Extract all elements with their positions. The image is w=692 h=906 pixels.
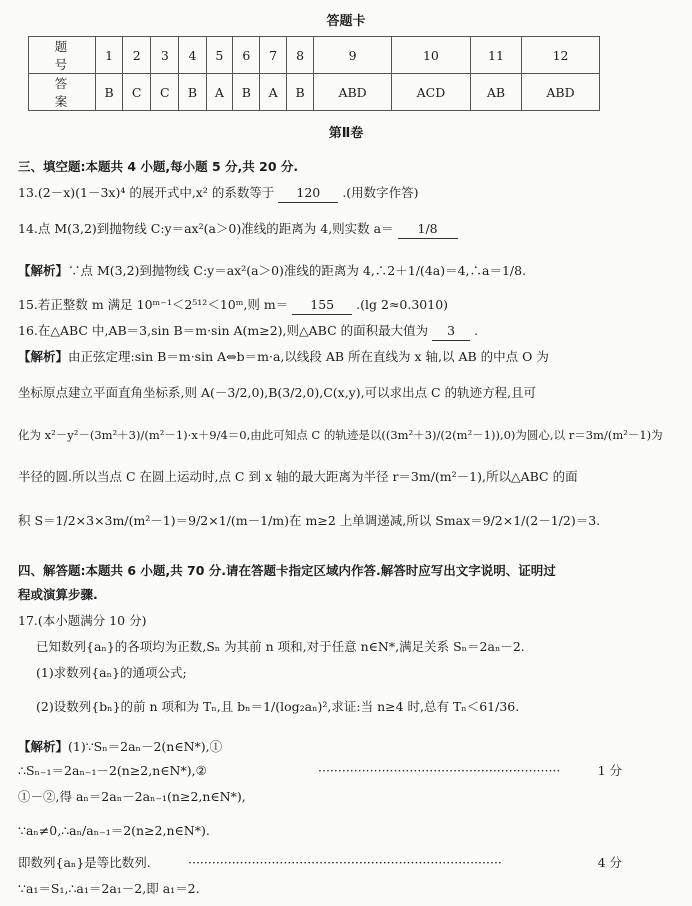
table-cell: ABD: [522, 74, 600, 111]
table-cell: B: [233, 74, 260, 111]
solution-17-line: [18, 738, 678, 756]
question-17-part-1: (1)求数列{aₙ}的通项公式;: [36, 665, 187, 680]
question-17-stem: 已知数列{aₙ}的各项均为正数,Sₙ 为其前 n 项和,对于任意 n∈N*,满足关系 Sₙ＝2aₙ－2.: [36, 639, 525, 654]
solution-16-line: 半径的圆.所以当点 C 在圆上运动时,点 C 到 x 轴的最大距离为半径 r＝3m/(m²－1),所以△ABC 的面: [18, 469, 578, 484]
table-row: [29, 37, 600, 74]
section-heading: 四、解答题:本题共 6 小题,共 70 分.请在答题卡指定区域内作答.解答时应写出文字说明、证明过: [18, 563, 556, 578]
question-16: [18, 322, 678, 341]
question-text: 15.若正整数 m 满足 10ᵐ⁻¹＜2⁵¹²＜10ᵐ,则 m＝: [18, 297, 289, 312]
solution-tag: 【解析】: [18, 349, 69, 364]
question-text: 13.(2－x)(1－3x)⁴ 的展开式中,x² 的系数等于: [18, 185, 275, 200]
solution-16-line: [18, 348, 678, 366]
solution-text: ∵点 M(3,2)到抛物线 C:y＝ax²(a＞0)准线的距离为 4,∴2＋1/(4a)＝4,∴a＝1/8.: [68, 263, 527, 278]
dot-leader: ···············································································: [188, 855, 502, 870]
table-cell: 7: [260, 37, 287, 74]
solution-17-line: [18, 854, 678, 872]
question-17-title: 17.(本小题满分 10 分): [18, 613, 147, 628]
table-cell: C: [151, 74, 179, 111]
answer-blank: 120: [278, 184, 338, 203]
table-cell: 题 号: [29, 37, 96, 74]
solution-tag: 【解析】: [18, 263, 69, 278]
question-text: 14.点 M(3,2)到抛物线 C:y＝ax²(a＞0)准线的距离为 4,则实数 a＝: [18, 221, 394, 236]
solution-text: ∴Sₙ₋₁＝2aₙ₋₁－2(n≥2,n∈N*),②: [18, 763, 207, 778]
table-cell: 5: [206, 37, 233, 74]
table-cell: 12: [522, 37, 600, 74]
solution-17-line: ∵a₁＝S₁,∴a₁＝2a₁－2,即 a₁＝2.: [18, 881, 200, 896]
question-tail: .(用数字作答): [342, 185, 419, 200]
table-cell: 10: [392, 37, 471, 74]
table-cell: C: [123, 74, 151, 111]
answer-table: [28, 36, 600, 111]
table-cell: 1: [96, 37, 123, 74]
answer-blank: 1/8: [398, 220, 458, 239]
answer-blank: 155: [292, 296, 352, 315]
table-cell: 9: [314, 37, 392, 74]
table-cell: ABD: [314, 74, 392, 111]
table-cell: ACD: [392, 74, 471, 111]
table-cell: 2: [123, 37, 151, 74]
table-row: [29, 74, 600, 111]
question-17-part-2: (2)设数列{bₙ}的前 n 项和为 Tₙ,且 bₙ＝1/(log₂aₙ)²,求证:当 n≥4 时,总有 Tₙ＜61/36.: [36, 699, 520, 714]
table-cell: B: [179, 74, 206, 111]
score-mark: 4 分: [597, 855, 622, 870]
table-cell: 3: [151, 37, 179, 74]
question-14: [18, 220, 678, 239]
table-cell: 11: [470, 37, 521, 74]
question-text: 16.在△ABC 中,AB＝3,sin B＝m·sin A(m≥2),则△ABC 的面积最大值为: [18, 323, 429, 338]
solution-17-line: [18, 762, 678, 780]
table-cell: 8: [287, 37, 314, 74]
question-period: .: [474, 323, 479, 338]
solution-text: (1)∵Sₙ＝2aₙ－2(n∈N*),①: [68, 739, 223, 754]
solution-16-line: 坐标原点建立平面直角坐标系,则 A(－3/2,0),B(3/2,0),C(x,y),可以求出点 C 的轨迹方程,且可: [18, 385, 537, 400]
table-cell: 4: [179, 37, 206, 74]
solution-text: 由正弦定理:sin B＝m·sin A⇔b＝m·a,以线段 AB 所在直线为 x 轴,以 AB 的中点 O 为: [68, 349, 549, 364]
section-title: 第Ⅱ卷: [328, 126, 364, 141]
solution-17-line: ∵aₙ≠0,∴aₙ/aₙ₋₁＝2(n≥2,n∈N*).: [18, 823, 210, 838]
solution-17-line: ①－②,得 aₙ＝2aₙ－2aₙ₋₁(n≥2,n∈N*),: [18, 789, 246, 804]
table-cell: A: [260, 74, 287, 111]
solution-16-line: 积 S＝1/2×3×3m/(m²－1)＝9/2×1/(m－1/m)在 m≥2 上单调递减,所以 Smax＝9/2×1/(2－1/2)＝3.: [18, 513, 601, 528]
table-cell: B: [96, 74, 123, 111]
answer-blank: 3: [432, 322, 470, 341]
dot-leader: ·····························································: [318, 763, 561, 778]
solution-tag: 【解析】: [18, 739, 69, 754]
section-heading: 程或演算步骤.: [18, 587, 98, 602]
solution-text: 即数列{aₙ}是等比数列.: [18, 855, 151, 870]
solution-16-line: 化为 x²－y²－(3m²＋3)/(m²－1)·x＋9/4＝0,由此可知点 C 的轨迹是以((3m²＋3)/(2(m²－1)),0)为圆心,以 r＝3m/(m²－1)为: [18, 428, 663, 442]
table-cell: 答 案: [29, 74, 96, 111]
score-mark: 1 分: [597, 763, 622, 778]
question-13: [18, 184, 678, 203]
table-cell: AB: [470, 74, 521, 111]
table-cell: A: [206, 74, 233, 111]
question-15: [18, 296, 678, 315]
answer-card-title: 答题卡: [326, 14, 366, 29]
table-cell: B: [287, 74, 314, 111]
solution-14: [18, 262, 678, 280]
question-tail: .(lg 2≈0.3010): [356, 297, 449, 312]
table-cell: 6: [233, 37, 260, 74]
section-heading: 三、填空题:本题共 4 小题,每小题 5 分,共 20 分.: [18, 159, 299, 174]
